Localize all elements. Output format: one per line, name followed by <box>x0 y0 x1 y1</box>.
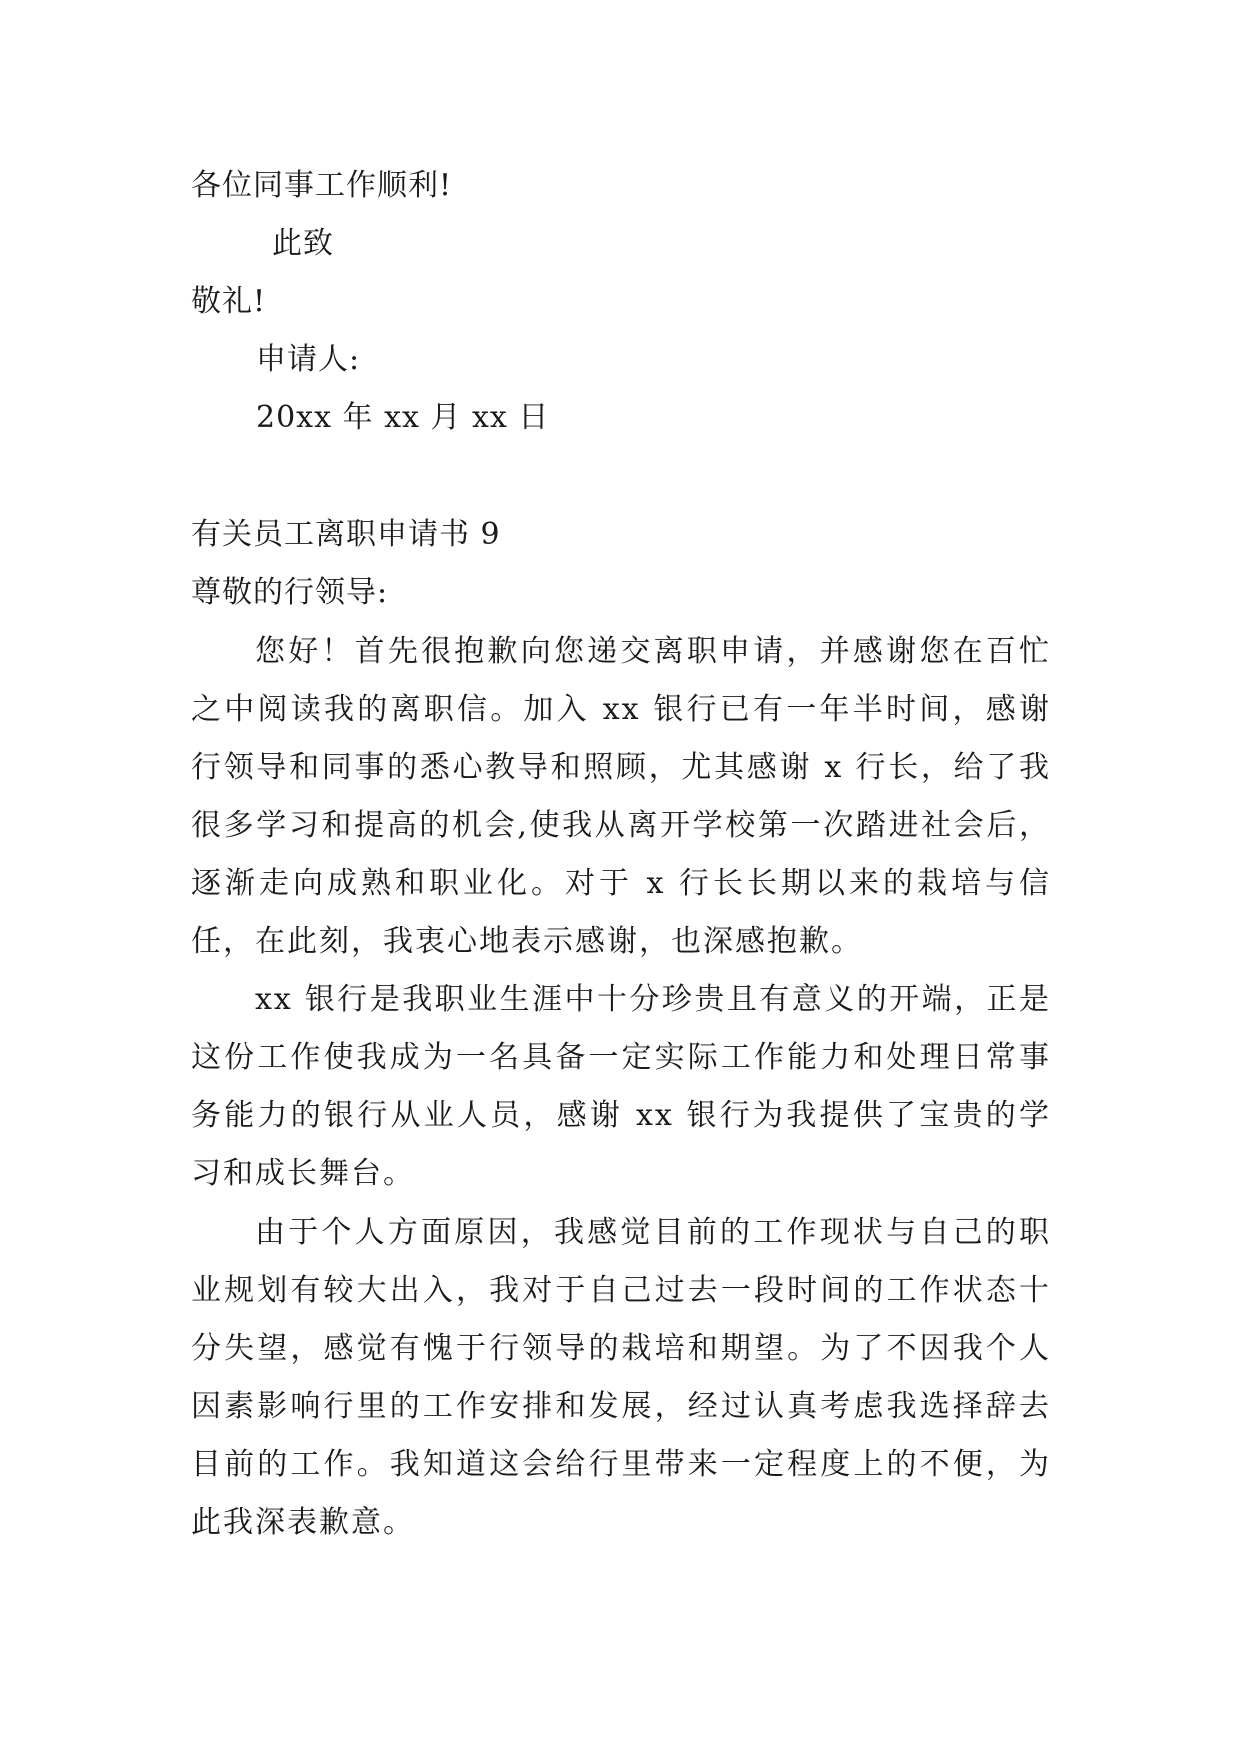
body-paragraph-1: 您好！首先很抱歉向您递交离职申请，并感谢您在百忙之中阅读我的离职信。加入 xx 银行已有一年半时间，感谢行领导和同事的悉心教导和照顾，尤其感谢 x 行长，给了我很多学习和提高的机会,使我从离开学校第一次踏进社会后，逐渐走向成熟和职业化。对于 x 行长长期以来的栽培与信任，在此刻，我衷心地表示感谢，也深感抱歉。 <box>191 634 1051 959</box>
body-paragraph-3: 由于个人方面原因，我感觉目前的工作现状与自己的职业规划有较大出入，我对于自己过去一段时间的工作状态十分失望，感觉有愧于行领导的栽培和期望。为了不因我个人因素影响行里的工作安排和发展，经过认真考虑我选择辞去目前的工作。我知道这会给行里带来一定程度上的不便，为此我深表歉意。 <box>191 1215 1051 1540</box>
body-paragraph-2: xx 银行是我职业生涯中十分珍贵且有意义的开端，正是这份工作使我成为一名具备一定实际工作能力和处理日常事务能力的银行从业人员，感谢 xx 银行为我提供了宝贵的学习和成长舞台。 <box>191 982 1051 1191</box>
letter-title: 有关员工离职申请书 9 <box>191 517 501 552</box>
applicant-label: 申请人: <box>256 342 361 377</box>
closing-salute-2: 敬礼! <box>191 284 267 319</box>
signature-date: 20xx 年 xx 月 xx 日 <box>256 400 550 435</box>
letter-greeting: 尊敬的行领导: <box>191 575 389 610</box>
closing-wish: 各位同事工作顺利! <box>191 168 453 203</box>
closing-salute-1: 此致 <box>272 226 334 261</box>
